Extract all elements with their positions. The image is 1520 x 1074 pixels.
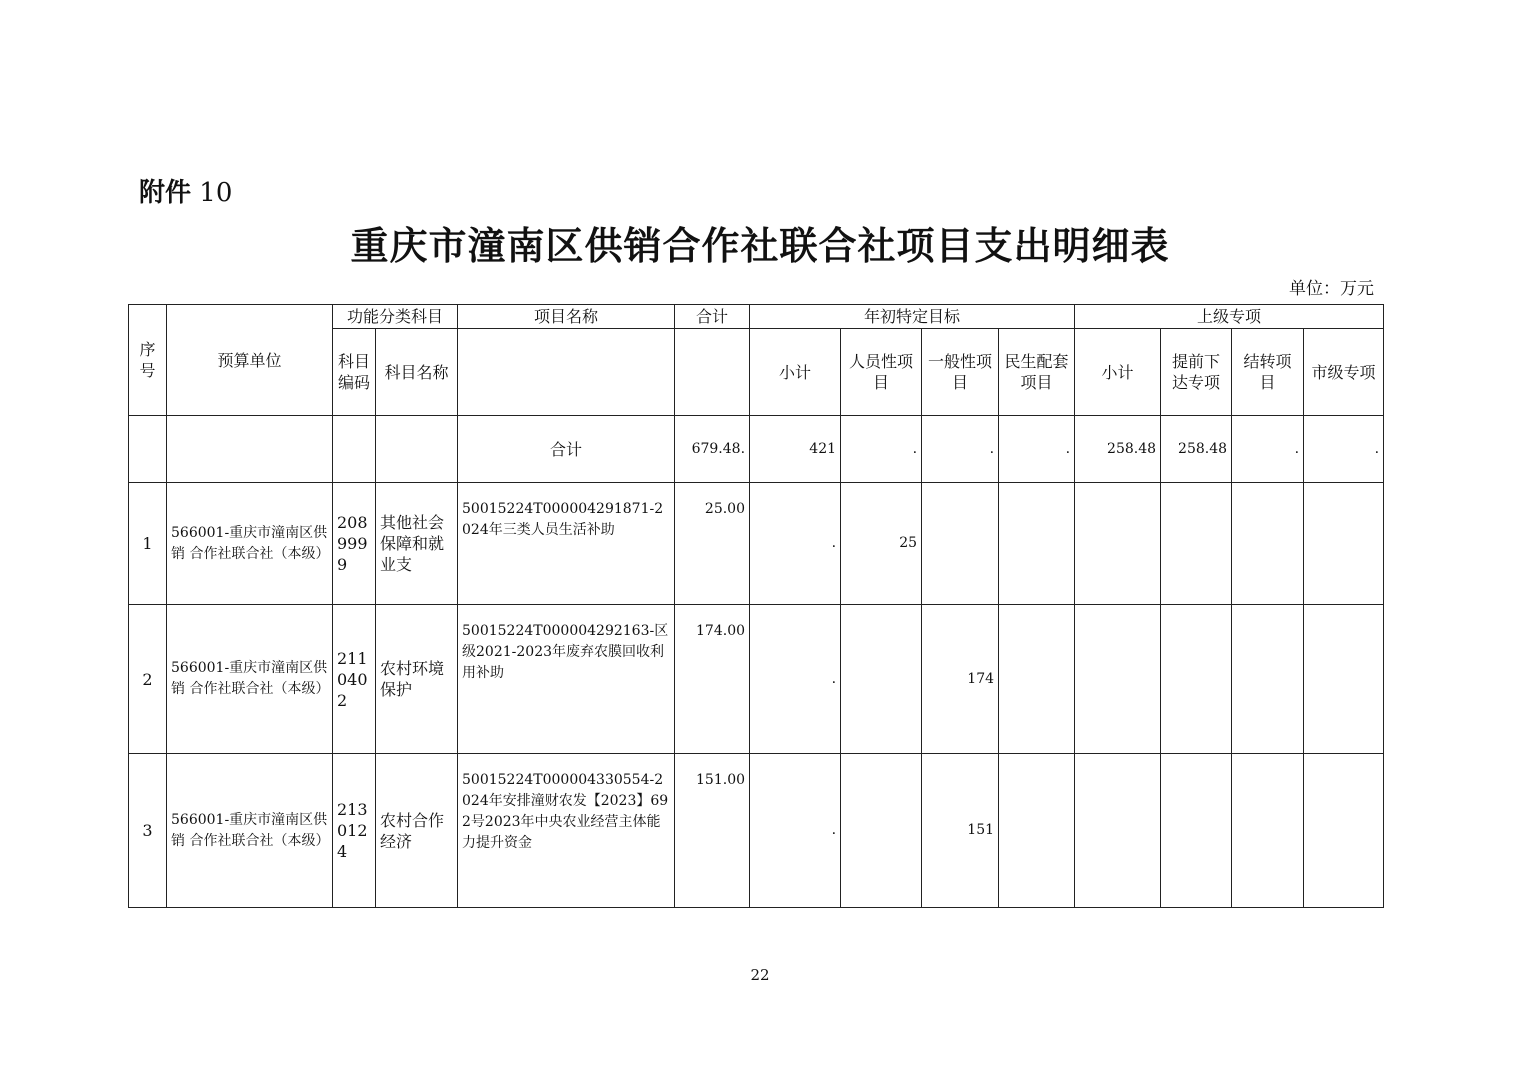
header-subject-code: 科目编码 bbox=[333, 329, 376, 416]
row-advance bbox=[1161, 483, 1232, 605]
header-carryover: 结转项目 bbox=[1232, 329, 1304, 416]
row-subject-name: 农村合作经济 bbox=[376, 754, 458, 908]
row-annual-subtotal: . bbox=[750, 754, 841, 908]
row-seq: 3 bbox=[129, 754, 167, 908]
header-subject-name: 科目名称 bbox=[376, 329, 458, 416]
row-superior-subtotal bbox=[1075, 483, 1161, 605]
total-total: 679.48. bbox=[675, 416, 750, 483]
row-advance bbox=[1161, 754, 1232, 908]
header-superior-subtotal: 小计 bbox=[1075, 329, 1161, 416]
row-superior-subtotal bbox=[1075, 754, 1161, 908]
total-livelihood: . bbox=[999, 416, 1075, 483]
row-advance bbox=[1161, 605, 1232, 754]
row-general: 151 bbox=[922, 754, 999, 908]
row-carryover bbox=[1232, 483, 1304, 605]
header-budget-unit: 预算单位 bbox=[167, 305, 333, 416]
page-number: 22 bbox=[750, 966, 770, 984]
total-seq bbox=[129, 416, 167, 483]
header-superior: 上级专项 bbox=[1075, 305, 1384, 329]
header-livelihood: 民生配套项目 bbox=[999, 329, 1075, 416]
row-unit: 566001-重庆市潼南区供销 合作社联合社（本级） bbox=[167, 605, 333, 754]
row-seq: 1 bbox=[129, 483, 167, 605]
row-carryover bbox=[1232, 605, 1304, 754]
row-livelihood bbox=[999, 605, 1075, 754]
row-subject-name: 其他社会保障和就业支 bbox=[376, 483, 458, 605]
total-carryover: . bbox=[1232, 416, 1304, 483]
row-subject-name: 农村环境保护 bbox=[376, 605, 458, 754]
header-advance: 提前下达专项 bbox=[1161, 329, 1232, 416]
header-total-blank bbox=[675, 329, 750, 416]
header-project-name: 项目名称 bbox=[458, 305, 675, 329]
row-livelihood bbox=[999, 754, 1075, 908]
row-personnel: 25 bbox=[841, 483, 922, 605]
row-annual-subtotal: . bbox=[750, 605, 841, 754]
row-personnel bbox=[841, 754, 922, 908]
row-livelihood bbox=[999, 483, 1075, 605]
attachment-number: 10 bbox=[199, 178, 233, 208]
row-project: 50015224T000004330554-2024年安排潼财农发【2023】692号2023年中央农业经营主体能力提升资金 bbox=[458, 754, 675, 908]
row-code: 2110402 bbox=[333, 605, 376, 754]
total-code bbox=[333, 416, 376, 483]
header-total: 合计 bbox=[675, 305, 750, 329]
total-row bbox=[129, 416, 1384, 483]
total-personnel: . bbox=[841, 416, 922, 483]
row-total: 174.00 bbox=[675, 605, 750, 754]
total-city: . bbox=[1304, 416, 1384, 483]
row-seq: 2 bbox=[129, 605, 167, 754]
row-annual-subtotal: . bbox=[750, 483, 841, 605]
row-project: 50015224T000004292163-区级2021-2023年废弃农膜回收利用补助 bbox=[458, 605, 675, 754]
expenditure-table bbox=[128, 304, 1384, 908]
total-annual-subtotal: 421 bbox=[750, 416, 841, 483]
row-city bbox=[1304, 483, 1384, 605]
total-superior-subtotal: 258.48 bbox=[1075, 416, 1161, 483]
row-total: 25.00 bbox=[675, 483, 750, 605]
header-row-1 bbox=[129, 305, 1384, 329]
header-seq: 序号 bbox=[129, 305, 167, 416]
total-label: 合计 bbox=[458, 416, 675, 483]
header-general: 一般性项目 bbox=[922, 329, 999, 416]
attachment-word: 附件 bbox=[139, 178, 192, 208]
row-project: 50015224T000004291871-2024年三类人员生活补助 bbox=[458, 483, 675, 605]
total-general: . bbox=[922, 416, 999, 483]
row-general: 174 bbox=[922, 605, 999, 754]
row-code: 2130124 bbox=[333, 754, 376, 908]
header-annual-subtotal: 小计 bbox=[750, 329, 841, 416]
row-carryover bbox=[1232, 754, 1304, 908]
row-unit: 566001-重庆市潼南区供销 合作社联合社（本级） bbox=[167, 483, 333, 605]
row-unit: 566001-重庆市潼南区供销 合作社联合社（本级） bbox=[167, 754, 333, 908]
row-total: 151.00 bbox=[675, 754, 750, 908]
page-title: 重庆市潼南区供销合作社联合社项目支出明细表 bbox=[350, 224, 1170, 268]
header-city: 市级专项 bbox=[1304, 329, 1384, 416]
row-city bbox=[1304, 754, 1384, 908]
table-row bbox=[129, 483, 1384, 605]
header-project-name-blank bbox=[458, 329, 675, 416]
row-personnel bbox=[841, 605, 922, 754]
attachment-label bbox=[139, 176, 232, 210]
header-func-class: 功能分类科目 bbox=[333, 305, 458, 329]
table-row bbox=[129, 605, 1384, 754]
total-name bbox=[376, 416, 458, 483]
row-superior-subtotal bbox=[1075, 605, 1161, 754]
total-unit bbox=[167, 416, 333, 483]
header-annual-target: 年初特定目标 bbox=[750, 305, 1075, 329]
header-personnel: 人员性项目 bbox=[841, 329, 922, 416]
row-general bbox=[922, 483, 999, 605]
table-row bbox=[129, 754, 1384, 908]
unit-label: 单位：万元 bbox=[1289, 279, 1374, 299]
total-advance: 258.48 bbox=[1161, 416, 1232, 483]
row-code: 2089999 bbox=[333, 483, 376, 605]
row-city bbox=[1304, 605, 1384, 754]
